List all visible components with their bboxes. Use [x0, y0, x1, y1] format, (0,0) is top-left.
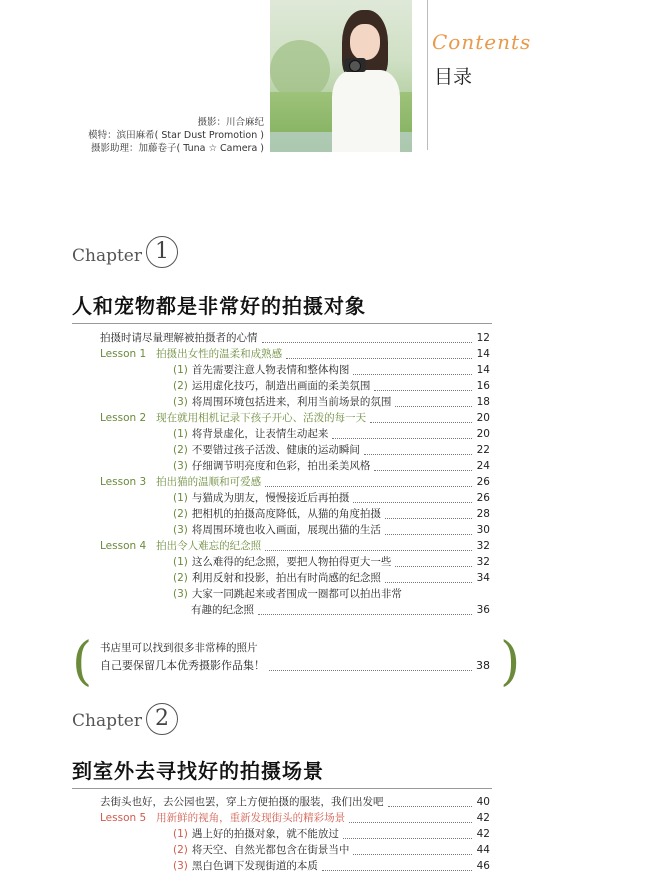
right-bracket: )	[500, 632, 521, 692]
toc-item[interactable]: (1) 遇上好的拍摄对象，就不能放过 42	[173, 828, 490, 840]
toc-intro-row[interactable]: 拍摄时请尽量理解被拍摄者的心情 12	[100, 332, 490, 344]
chapter-2-title: 到室外去寻找好的拍摄场景	[72, 759, 324, 783]
toc-lesson-1[interactable]: Lesson 1 拍摄出女性的温柔和成熟感 14	[100, 348, 490, 360]
toc-item[interactable]: (2) 将天空、自然光都包含在街景当中 44	[173, 844, 490, 856]
left-bracket: (	[72, 632, 93, 692]
header-divider	[427, 0, 428, 150]
chapter-1-word: Chapter	[72, 246, 142, 266]
chapter-1-rule	[72, 323, 492, 324]
photo-credits	[88, 116, 264, 155]
chapter-2-word: Chapter	[72, 711, 142, 731]
chapter-2-number: 2	[146, 703, 178, 735]
chapter-1-number: 1	[146, 236, 178, 268]
toc-item[interactable]: (3) 黑白色调下发现街道的本质 46	[173, 860, 490, 872]
toc-item[interactable]: (3) 仔细调节明亮度和色彩，拍出柔美风格 24	[173, 460, 490, 472]
header-photo	[270, 0, 412, 152]
credit-line: 模特：滨田麻希( Star Dust Promotion )	[88, 130, 264, 141]
page-title: 目录	[434, 66, 473, 88]
toc-lesson-4[interactable]: Lesson 4 拍出令人难忘的纪念照 32	[100, 540, 490, 552]
toc-item[interactable]: (1) 这么难得的纪念照，要把人物拍得更大一些 32	[173, 556, 490, 568]
contents-word: Contents	[432, 30, 532, 54]
toc-item[interactable]: (1) 与猫成为朋友，慢慢接近后再拍摄 26	[173, 492, 490, 504]
toc-item[interactable]: (2) 把相机的拍摄高度降低，从猫的角度拍摄 28	[173, 508, 490, 520]
credit-line: 摄影：川合麻纪	[197, 117, 264, 128]
chapter-2-rule	[72, 788, 492, 789]
toc-lesson-5[interactable]: Lesson 5 用新鲜的视角，重新发现街头的精彩场景 42	[100, 812, 490, 824]
aside-line2[interactable]: 自己要保留几本优秀摄影作品集！ 38	[100, 659, 490, 672]
toc-lesson-2[interactable]: Lesson 2 现在就用相机记录下孩子开心、活泼的每一天 20	[100, 412, 490, 424]
toc-item[interactable]: (1) 将背景虚化，让表情生动起来 20	[173, 428, 490, 440]
toc-item-line1[interactable]: (3) 大家一同跳起来或者围成一圈都可以拍出非常	[173, 588, 402, 600]
credit-line: 摄影助理：加藤卷子( Tuna ☆ Camera )	[90, 143, 264, 154]
toc-item[interactable]: (3) 将周围环境包括进来，利用当前场景的氛围 18	[173, 396, 490, 408]
toc-item[interactable]: (2) 运用虚化技巧，制造出画面的柔美氛围 16	[173, 380, 490, 392]
toc-item-line2[interactable]: 有趣的纪念照 36	[191, 604, 490, 616]
toc-item[interactable]: (2) 不要错过孩子活泼、健康的运动瞬间 22	[173, 444, 490, 456]
toc-item[interactable]: (3) 将周围环境也收入画面，展现出猫的生活 30	[173, 524, 490, 536]
chapter-1-title: 人和宠物都是非常好的拍摄对象	[72, 294, 366, 318]
toc-item[interactable]: (2) 利用反射和投影，拍出有时尚感的纪念照 34	[173, 572, 490, 584]
toc-intro-row[interactable]: 去街头也好，去公园也罢，穿上方便拍摄的服装，我们出发吧 40	[100, 796, 490, 808]
toc-lesson-3[interactable]: Lesson 3 拍出猫的温顺和可爱感 26	[100, 476, 490, 488]
aside-line1[interactable]: 书店里可以找到很多非常棒的照片	[100, 642, 258, 654]
toc-item[interactable]: (1) 首先需要注意人物表情和整体构图 14	[173, 364, 490, 376]
